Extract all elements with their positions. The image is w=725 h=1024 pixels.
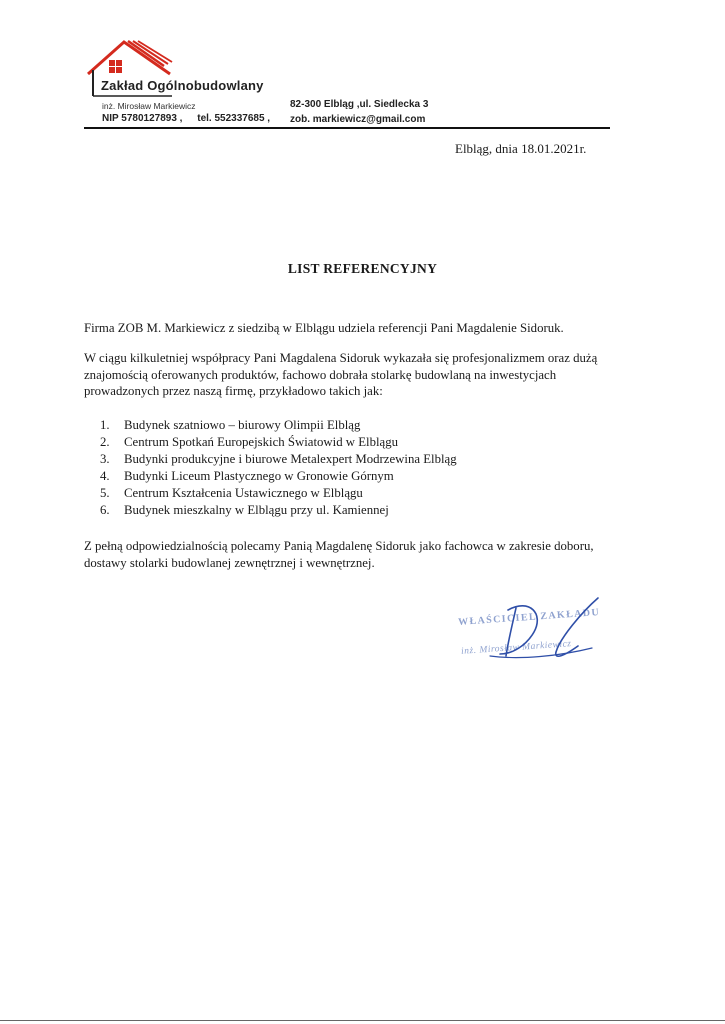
project-list: [100, 417, 457, 519]
list-item-number: 5.: [100, 486, 110, 500]
owner-name: inż. Mirosław Markiewicz: [102, 101, 196, 111]
signature-image: [457, 590, 610, 670]
nip-number: NIP 5780127893 ,: [102, 113, 183, 124]
place-date: Elbląg, dnia 18.01.2021r.: [455, 141, 587, 156]
cooperation-paragraph: W ciągu kilkuletniej współpracy Pani Magdalena Sidoruk wykazała się profesjonalizmem oraz dużą znajomością oferowanych produktów, fachowo dobrała stolarkę budowlaną na inwestycjach prowadzonych przez naszą firmę, przykładowo takich jak:: [84, 351, 598, 398]
list-item: [100, 468, 457, 485]
document-title: LIST REFERENCYJNY: [287, 261, 438, 276]
list-item-text: Budynki Liceum Plastycznego w Gronowie Górnym: [124, 469, 394, 483]
list-item: [100, 434, 457, 451]
stamp-owner: inż. Mirosław Markiewicz: [460, 639, 572, 657]
list-item-number: 6.: [100, 503, 110, 517]
list-item-number: 1.: [100, 418, 110, 432]
list-item-number: 4.: [100, 469, 110, 483]
phone-number: tel. 552337685 ,: [197, 113, 271, 124]
company-email: zob. markiewicz@gmail.com: [290, 114, 426, 125]
company-address: 82-300 Elbląg ,ul. Siedlecka 3: [290, 99, 429, 110]
recommendation-paragraph: Z pełną odpowiedzialnością polecamy Panią Magdalenę Sidoruk jako fachowca w zakresie doboru, dostawy stolarki budowlanej zewnętrznej i wewnętrznej.: [84, 539, 594, 570]
page-bottom-edge: [0, 1020, 725, 1021]
list-item-text: Budynek szatniowo – biurowy Olimpii Elbląg: [124, 418, 361, 432]
list-item-number: 2.: [100, 435, 110, 449]
intro-paragraph: Firma ZOB M. Markiewicz z siedzibą w Elblągu udziela referencji Pani Magdalenie Sidoruk.: [84, 321, 564, 335]
list-item-text: Budynek mieszkalny w Elblągu przy ul. Kamiennej: [124, 503, 389, 517]
list-item: [100, 451, 457, 468]
header-divider: [84, 127, 610, 129]
list-item: [100, 502, 457, 519]
list-item-number: 3.: [100, 452, 110, 466]
list-item-text: Centrum Kształcenia Ustawicznego w Elblągu: [124, 486, 363, 500]
nip-phone-line: [102, 113, 282, 124]
list-item: [100, 485, 457, 502]
company-logo: [84, 38, 174, 108]
stamp-title: WŁAŚCICIEL ZAKŁADU: [457, 607, 601, 628]
list-item-text: Centrum Spotkań Europejskich Światowid w Elblągu: [124, 435, 399, 449]
list-item: [100, 417, 457, 434]
company-name: Zakład Ogólnobudowlany: [101, 78, 264, 93]
list-item-text: Budynki produkcyjne i biurowe Metalexpert Modrzewina Elbląg: [124, 452, 457, 466]
